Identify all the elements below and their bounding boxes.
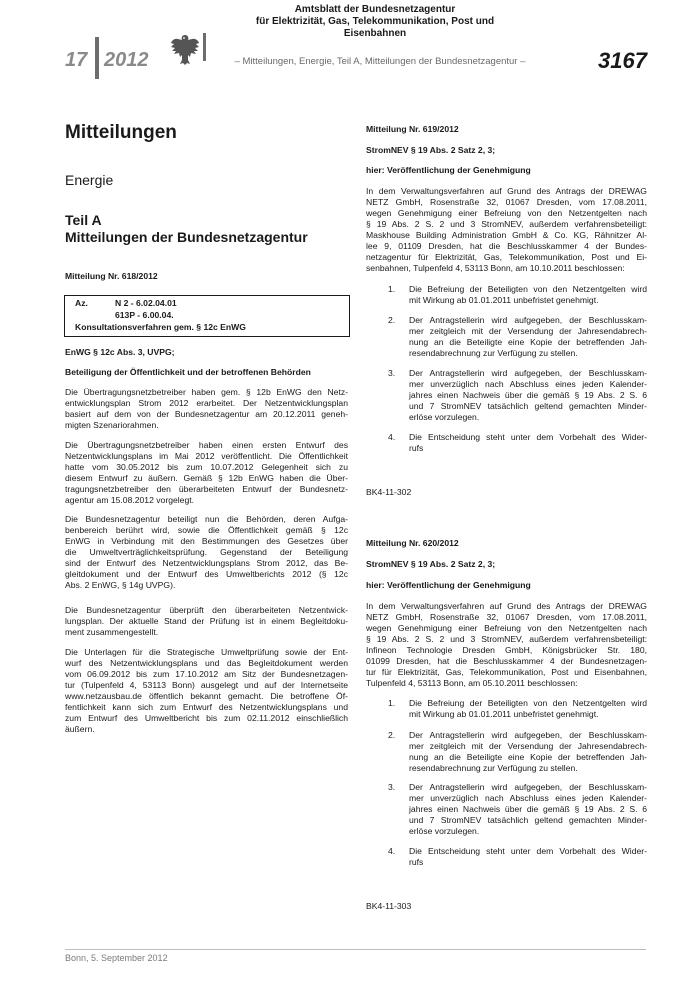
intro-line: Infineon Technologie Dresden GmbH, Königsbrücker Str. 180, [366, 645, 647, 655]
body-line: vom 06.09.2012 bis zum 17.10.2012 am Sitz der Bundesnetzagen- [65, 669, 348, 679]
file-reference: BK4-11-303 [366, 901, 412, 911]
part-heading-line1: Teil A [65, 212, 102, 228]
intro-line: § 19 Abs. 2 S. 2 und 3 StromNEV, außerdem verfahrensbeteiligt: [366, 219, 647, 229]
list-item-line: Die Befreiung der Beteiligten von den Netzentgelten wird [409, 698, 647, 708]
body-line: Die Übertragungsnetzbetreiber haben gem. § 12b EnWG den Netz- [65, 387, 348, 397]
body-line: basiert auf dem von der Bundesnetzagentur am 20.12.2011 geneh- [65, 409, 348, 419]
list-item-line: und 7 StromNEV tatsächlich geltend gemachten Minder- [409, 401, 647, 411]
body-line: äußern. [65, 724, 95, 734]
list-item-line: resendabrechnung zur Verfügung zu stellen. [409, 763, 578, 773]
intro-line: netzagentur für Elektrizität, Gas, Telekommunikation, Post und Ei- [366, 252, 647, 262]
intro-line: 01099 Dresden, hat die Beschlusskammer 4 der Bundesnetzagen- [366, 656, 647, 666]
gazette-title-line1: Amtsblatt der Bundesnetzagentur [294, 4, 456, 15]
list-item-line: jahres einen Nachweis über die gemäß § 19 Abs. 2 S. 6 [409, 390, 647, 400]
issue-number: 17 [65, 49, 88, 71]
gazette-title-line2: für Elektrizität, Gas, Telekommunikation, Post und Eisenbahnen [255, 16, 495, 39]
list-item-number: 3. [388, 368, 396, 378]
law-reference: StromNEV § 19 Abs. 2 Satz 2, 3; [366, 559, 496, 569]
body-line: zum Entwurf des Umweltbericht bis zum 02.11.2012 einschließlich [65, 713, 348, 723]
eagle-emblem-icon [170, 33, 200, 67]
issue-divider [95, 37, 99, 79]
list-item-line: Die Befreiung der Beteiligten von den Netzentgelten wird [409, 284, 647, 294]
list-item-line: mit Wirkung ab 01.01.2011 unbefristet genehmigt. [409, 709, 599, 719]
file-reference: BK4-11-302 [366, 487, 412, 497]
notice-label: Mitteilung Nr. 620/2012 [366, 538, 459, 548]
reference-az-label: Az. [75, 298, 88, 308]
body-line: gleitdokument und der Entwurf des Umweltberichts 2012 (§ 12c [65, 569, 348, 579]
intro-line: tur für Elektrizität, Gas, Telekommunikation, Post und Eisenbahnen, [366, 667, 647, 677]
list-item-line: Der Antragstellerin wird aufgegeben, der Beschlusskam- [409, 730, 647, 740]
list-item-number: 2. [388, 315, 396, 325]
intro-line: § 19 Abs. 2 S. 2 und 3 StromNEV, außerdem verfahrensbeteiligt: [366, 634, 647, 644]
footer-date: Bonn, 5. September 2012 [65, 953, 168, 963]
notice-subject: hier: Veröffentlichung der Genehmigung [366, 580, 531, 590]
notice-subject: hier: Veröffentlichung der Genehmigung [366, 165, 531, 175]
gazette-title [230, 4, 520, 40]
issue-year: 2012 [104, 49, 149, 71]
intro-line: lee 9, 01109 Dresden, hat die Beschlusskammer 4 der Bundes- [366, 241, 647, 251]
list-item-line: rufs [409, 857, 424, 867]
list-item-number: 2. [388, 730, 396, 740]
list-item-line: mer zeitgleich mit der Versendung der Jahresendabrech- [409, 326, 647, 336]
part-heading-line2: Mitteilungen der Bundesnetzagentur [65, 229, 308, 245]
list-item-line: erlöse vorzulegen. [409, 412, 480, 422]
body-line: lungsplan. Der aktuelle Stand der Prüfung ist in einem Begleitdoku- [65, 616, 348, 626]
body-line: Die Unterlagen für die Strategische Umweltprüfung sowie der Ent- [65, 647, 348, 657]
list-item-line: nung an die Beteiligte eine Kopie der betreffenden Jah- [409, 337, 647, 347]
intro-line: senbahnen, Tulpenfeld 4, 53113 Bonn, am 10.10.2011 beschlossen: [366, 263, 625, 273]
list-item-line: Der Antragstellerin wird aufgegeben, der Beschlusskam- [409, 315, 647, 325]
notice-label-618: Mitteilung Nr. 618/2012 [65, 271, 158, 281]
body-line: migten Szenariorahmen. [65, 420, 159, 430]
body-line: Die Bundesnetzagentur überprüft den überarbeiteten Netzentwick- [65, 605, 348, 615]
reference-az-value-1: N 2 - 6.02.04.01 [115, 298, 177, 308]
list-item-number: 1. [388, 284, 396, 294]
notice-label: Mitteilung Nr. 619/2012 [366, 124, 459, 134]
list-item-line: erlöse vorzulegen. [409, 826, 480, 836]
list-item-line: jahres einen Nachweis über die gemäß § 19 Abs. 2 S. 6 [409, 804, 647, 814]
list-item-line: nung an die Beteiligte eine Kopie der betreffenden Jah- [409, 752, 647, 762]
intro-line: Tulpenfeld 4, 53113 Bonn, am 05.10.2011 beschlossen: [366, 678, 578, 688]
body-line: tragungsnetzbetreiber den überarbeiteten Entwurf der Bundesnetz- [65, 484, 348, 494]
reference-az-value-2: 613P - 6.00.04. [115, 310, 174, 320]
body-line: www.netzausbau.de öffentlich bekannt gemacht. Die betroffene Öf- [65, 691, 348, 701]
body-line: fentlichkeit kann sich zum Entwurf des Netzentwicklungsplans und [65, 702, 348, 712]
body-line: ment zusammengestellt. [65, 627, 159, 637]
list-item-line: rufs [409, 443, 424, 453]
body-line: Die Übertragungsnetzbetreiber haben einen ersten Entwurf des [65, 440, 348, 450]
page-heading: Mitteilungen [65, 122, 177, 143]
body-line: die Umweltverträglichkeitsprüfung. Gegenstand der Beteiligung [65, 547, 348, 557]
body-line: Die Bundesnetzagentur beteiligt nun die Behörden, deren Aufga- [65, 514, 348, 524]
gazette-subtitle: – Mitteilungen, Energie, Teil A, Mitteilungen der Bundesnetzagentur – [234, 56, 526, 67]
list-item-line: mit Wirkung ab 01.01.2011 unbefristet genehmigt. [409, 295, 599, 305]
intro-line: wegen Genehmigung einer Befreiung von den Netzentgelten nach [366, 208, 647, 218]
intro-line: In dem Verwaltungsverfahren auf Grund des Antrags der DREWAG [366, 186, 647, 196]
list-item-number: 4. [388, 846, 396, 856]
intro-line: NETZ GmbH, Rosenstraße 32, 01067 Dresden, vom 17.08.2011, [366, 612, 647, 622]
reference-procedure: Konsultationsverfahren gem. § 12c EnWG [75, 322, 246, 332]
list-item-number: 1. [388, 698, 396, 708]
body-line: EnWG in Verbindung mit den Bestimmungen des Gesetzes über [65, 536, 348, 546]
list-item-line: und 7 StromNEV tatsächlich geltend gemachten Minder- [409, 815, 647, 825]
law-reference-618: EnWG § 12c Abs. 3, UVPG; [65, 347, 175, 357]
list-item-line: Der Antragstellerin wird aufgegeben, der Beschlusskam- [409, 368, 647, 378]
list-item-line: Die Entscheidung steht unter dem Vorbehalt des Wider- [409, 846, 647, 856]
list-item-line: Die Entscheidung steht unter dem Vorbehalt des Wider- [409, 432, 647, 442]
body-line: diesem Entwurf zu äußern. Gemäß § 12b EnWG haben die Über- [65, 473, 348, 483]
footer-rule [65, 949, 646, 950]
body-line: agentur am 15.08.2012 vorgelegt. [65, 495, 194, 505]
list-item-line: mer unverzüglich nach Abschluss eines jeden Kalender- [409, 379, 647, 389]
intro-line: NETZ GmbH, Rosenstraße 32, 01067 Dresden, vom 17.08.2011, [366, 197, 647, 207]
intro-line: Maskhouse Building Administration GmbH & Co. KG, Rähnitzer Al- [366, 230, 647, 240]
intro-line: In dem Verwaltungsverfahren auf Grund des Antrags der DREWAG [366, 601, 647, 611]
emblem-divider [203, 33, 206, 61]
body-line: benbereich berührt wird, sowie die Öffentlichkeit gemäß § 12c [65, 525, 348, 535]
list-item-number: 4. [388, 432, 396, 442]
part-heading [65, 212, 308, 246]
subject-618: Beteiligung der Öffentlichkeit und der betroffenen Behörden [65, 367, 311, 377]
intro-line: wegen Genehmigung einer Befreiung von den Netzentgelten nach [366, 623, 647, 633]
list-item-number: 3. [388, 782, 396, 792]
body-line: hatte vom 30.05.2012 bis zum 10.07.2012 Gelegenheit sich zu [65, 462, 348, 472]
list-item-line: resendabrechnung zur Verfügung zu stellen. [409, 348, 578, 358]
page-number: 3167 [598, 48, 647, 73]
body-line: Abs. 2 EnWG, § 14g UVPG). [65, 580, 176, 590]
body-line: Netzentwicklungsplans im Mai 2012 veröffentlicht. Die Öffentlichkeit [65, 451, 348, 461]
list-item-line: Der Antragstellerin wird aufgegeben, der Beschlusskam- [409, 782, 647, 792]
list-item-line: mer zeitgleich mit der Versendung der Jahresendabrech- [409, 741, 647, 751]
list-item-line: mer unverzüglich nach Abschluss eines jeden Kalender- [409, 793, 647, 803]
section-heading: Energie [65, 172, 114, 188]
body-line: wurf des Netzentwicklungsplans und das Begleitdokument werden [65, 658, 348, 668]
body-line: entwicklungsplan Strom 2012 erarbeitet. Der Netzentwicklungsplan [65, 398, 348, 408]
law-reference: StromNEV § 19 Abs. 2 Satz 2, 3; [366, 145, 496, 155]
body-line: tur (Tulpenfeld 4, 53113 Bonn) ausgelegt und auf der Internetseite [65, 680, 348, 690]
body-line: sind der Entwurf des Netzentwicklungsplans Strom 2012, das Be- [65, 558, 348, 568]
